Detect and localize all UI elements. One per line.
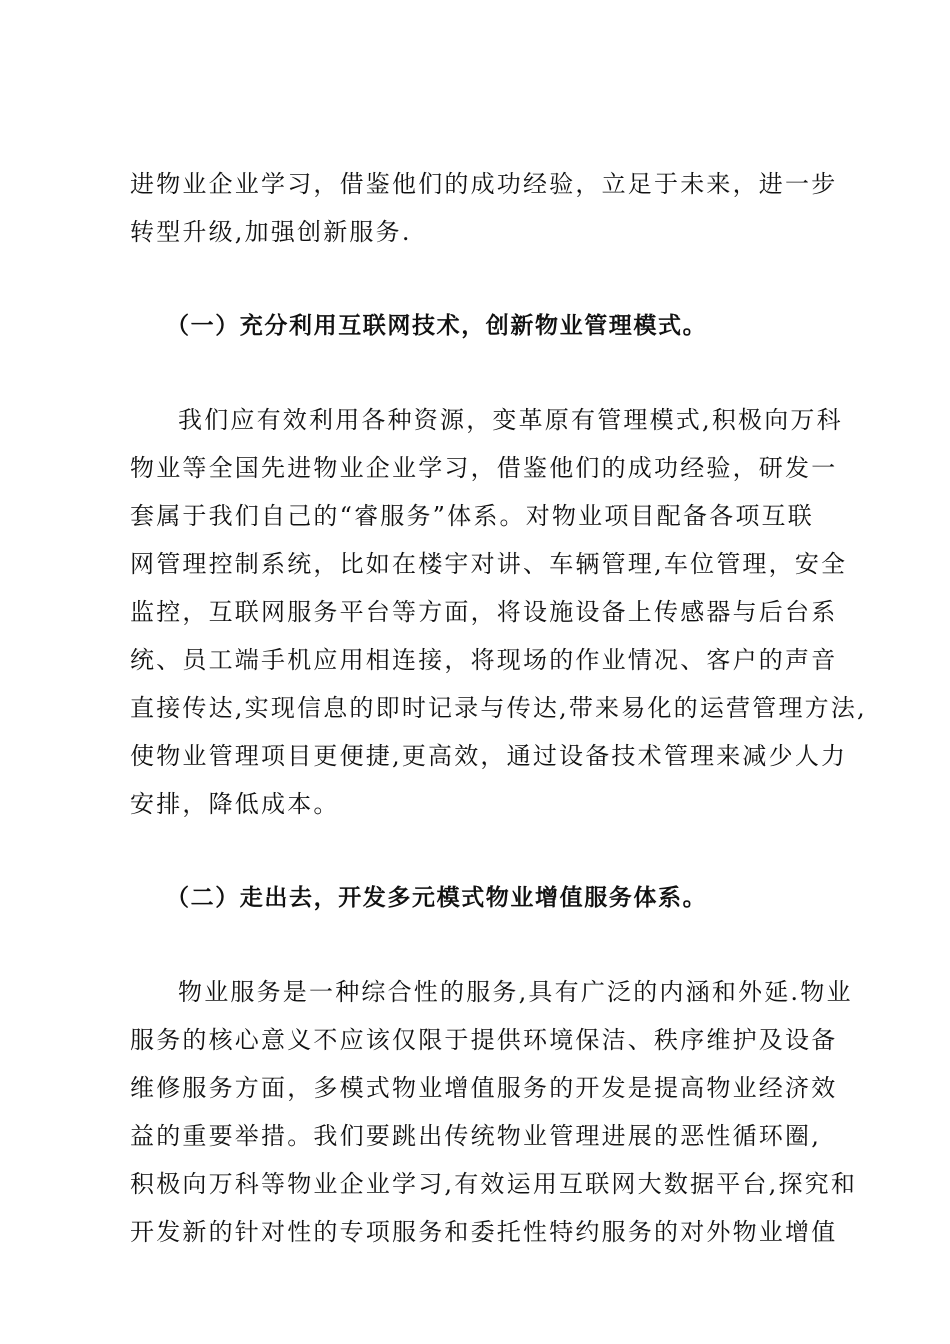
text-line: 益的重要举措。我们要跳出传统物业管理进展的恶性循环圈, <box>130 1122 822 1150</box>
section-heading-2: （二）走出去，开发多元模式物业增值服务体系。 <box>166 885 708 911</box>
text-line: 维修服务方面，多模式物业增值服务的开发是提高物业经济效 <box>130 1074 838 1102</box>
text-line: 网管理控制系统，比如在楼宇对讲、车辆管理,车位管理，安全 <box>130 550 848 578</box>
text-line: 统、员工端手机应用相连接，将现场的作业情况、客户的声音 <box>130 646 838 674</box>
text-line: 开发新的针对性的专项服务和委托性特约服务的对外物业增值 <box>130 1218 838 1246</box>
text-line: 安排，降低成本。 <box>130 790 340 818</box>
text-line: 直接传达,实现信息的即时记录与传达,带来易化的运营管理方法, <box>130 694 867 722</box>
text-line: 积极向万科等物业企业学习,有效运用互联网大数据平台,探究和 <box>130 1170 858 1198</box>
section-1-paragraph <box>130 396 867 828</box>
text-line: 物业服务是一种综合性的服务,具有广泛的内涵和外延.物业 <box>178 978 853 1006</box>
text-line: 套属于我们自己的“睿服务”体系。对物业项目配备各项互联 <box>130 502 814 530</box>
text-line: 转型升级,加强创新服务. <box>130 218 412 246</box>
document-body <box>130 160 867 1256</box>
text-line: 物业等全国先进物业企业学习，借鉴他们的成功经验，研发一 <box>130 454 838 482</box>
text-line: 监控，互联网服务平台等方面，将设施设备上传感器与后台系 <box>130 598 838 626</box>
text-line: 使物业管理项目更便捷,更高效，通过设备技术管理来减少人力 <box>130 742 848 770</box>
intro-paragraph <box>130 160 838 256</box>
text-line: 进物业企业学习，借鉴他们的成功经验，立足于未来，进一步 <box>130 170 838 198</box>
text-line: 服务的核心意义不应该仅限于提供环境保洁、秩序维护及设备 <box>130 1026 838 1054</box>
text-line: 我们应有效利用各种资源，变革原有管理模式,积极向万科 <box>178 406 843 434</box>
section-heading-1: （一）充分利用互联网技术，创新物业管理模式。 <box>166 313 708 339</box>
section-2-paragraph <box>130 968 858 1256</box>
